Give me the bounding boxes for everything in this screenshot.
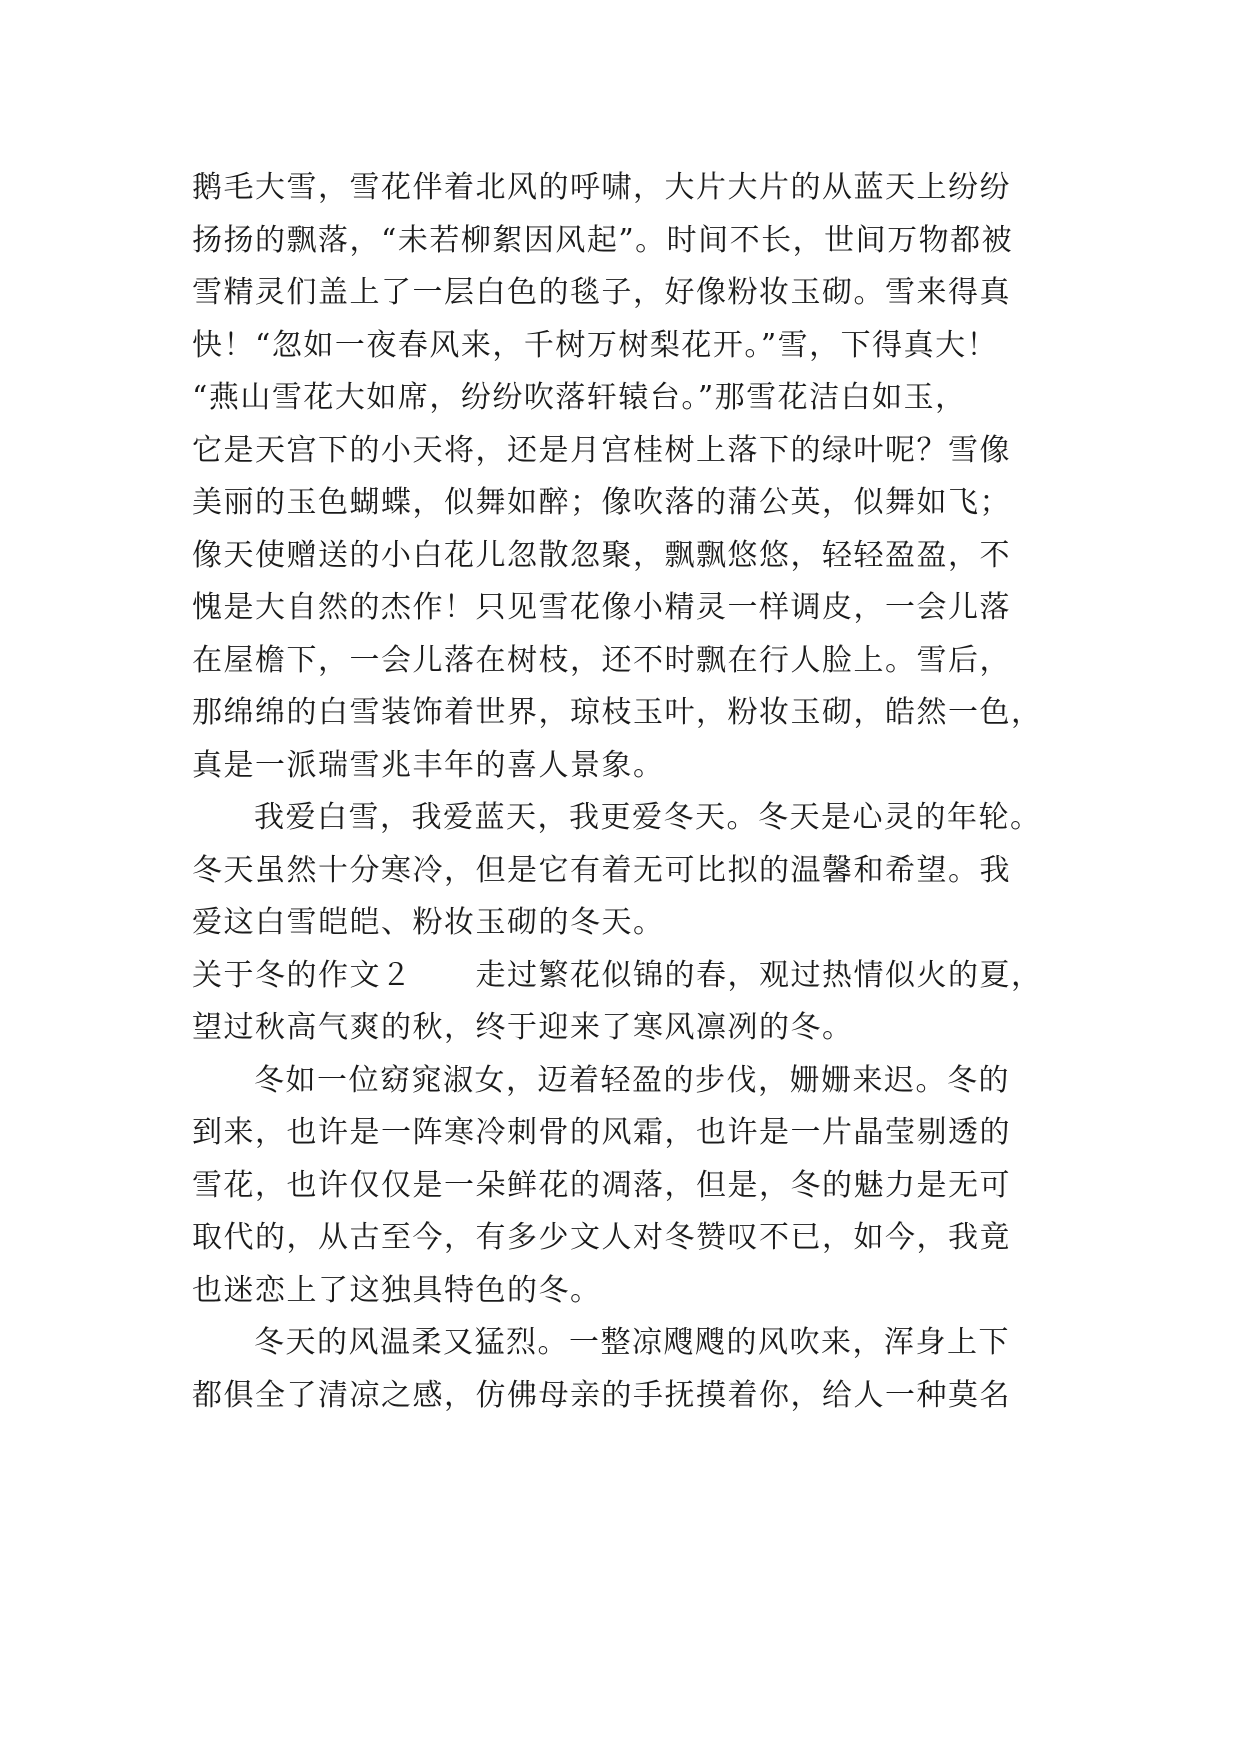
text-line: 雪精灵们盖上了一层白色的毯子，好像粉妆玉砌。雪来得真 [192,275,1011,310]
text-line: 在屋檐下，一会儿落在树枝，还不时飘在行人脸上。雪后， [192,642,1011,678]
text-line: 都俱全了清凉之感，仿佛母亲的手抚摸着你，给人一种莫名 [192,1377,1011,1413]
text-line: 那绵绵的白雪装饰着世界，琼枝玉叶，粉妆玉砌，皓然一色， [192,695,1043,730]
text-line: 爱这白雪皑皑、粉妆玉砌的冬天。 [192,905,665,940]
text-line: 扬扬的飘落，“未若柳絮因风起”。时间不长，世间万物都被 [192,222,1014,258]
text-line: 取代的，从古至今，有多少文人对冬赞叹不已，如今，我竟 [192,1220,1011,1255]
text-line: 冬天虽然十分寒冷，但是它有着无可比拟的温馨和希望。我 [192,852,1011,888]
text-line: 快！“忽如一夜春风来，千树万树梨花开。”雪，下得真大！ [192,327,999,363]
essay-heading-line: 关于冬的作文２ 走过繁花似锦的春，观过热情似火的夏， [192,957,1043,993]
text-line: 鹅毛大雪，雪花伴着北风的呼啸，大片大片的从蓝天上纷纷 [192,170,1011,205]
text-line: 雪花，也许仅仅是一朵鲜花的凋落，但是，冬的魅力是无可 [192,1167,1011,1203]
text-line: 像天使赠送的小白花儿忽散忽聚，飘飘悠悠，轻轻盈盈，不 [192,537,1011,573]
text-line: 愧是大自然的杰作！只见雪花像小精灵一样调皮，一会儿落 [192,590,1011,625]
text-line: “燕山雪花大如席，纷纷吹落轩辕台。”那雪花洁白如玉， [192,380,967,415]
document-body [192,162,1072,1422]
text-line: 美丽的玉色蝴蝶，似舞如醉；像吹落的蒲公英，似舞如飞； [192,485,1011,520]
text-line: 也迷恋上了这独具特色的冬。 [192,1272,602,1308]
paragraph-start-line: 我爱白雪，我爱蓝天，我更爱冬天。冬天是心灵的年轮。 [254,800,1042,835]
text-line: 真是一派瑞雪兆丰年的喜人景象。 [192,747,665,783]
text-line: 望过秋高气爽的秋，终于迎来了寒风凛冽的冬。 [192,1010,854,1045]
paragraph-start-line: 冬天的风温柔又猛烈。一整凉飕飕的风吹来，浑身上下 [254,1325,1010,1360]
paragraph-start-line: 冬如一位窈窕淑女，迈着轻盈的步伐，姗姗来迟。冬的 [254,1062,1010,1098]
text-line: 到来，也许是一阵寒冷刺骨的风霜，也许是一片晶莹剔透的 [192,1115,1011,1150]
text-line: 它是天宫下的小天将，还是月宫桂树上落下的绿叶呢？雪像 [192,432,1011,468]
